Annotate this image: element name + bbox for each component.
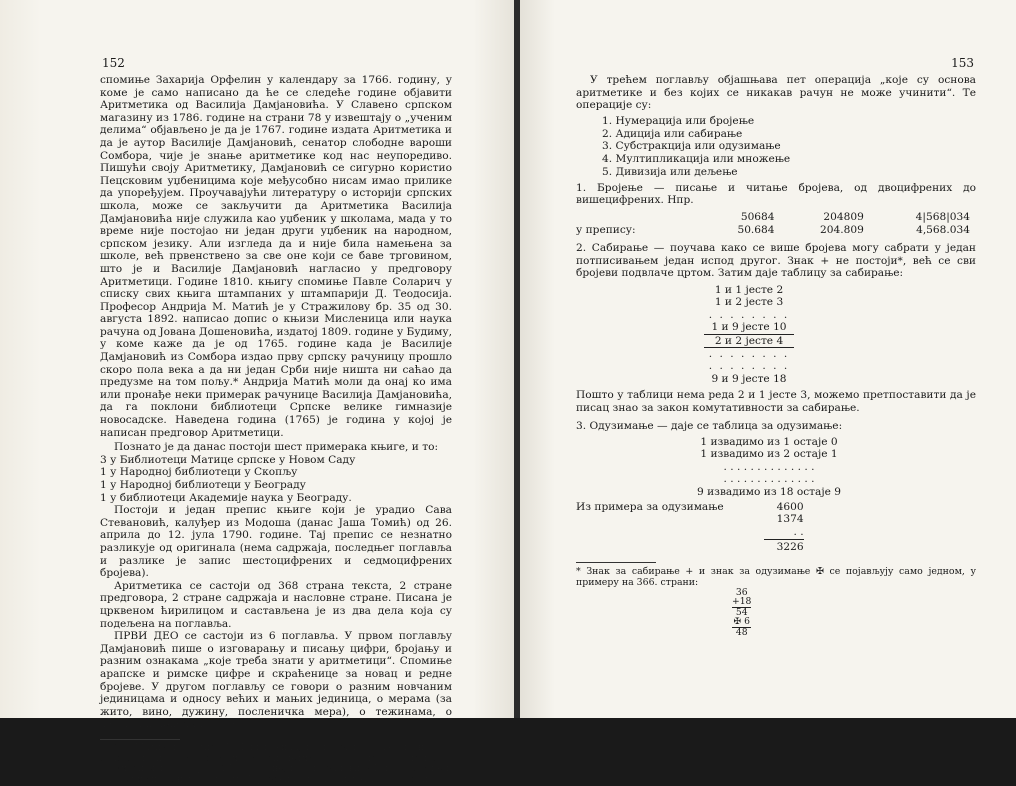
- table-row: . . . . . . . .: [708, 308, 790, 321]
- paragraph: 2. Сабирање — поучава како се више бројева могу сабрати у један потписивањем један испод другог. Знак + не постоји*, већ се сви бројеви подвлаче цртом. Затим даје таблицу за сабирање:: [576, 242, 976, 280]
- example-column: [764, 501, 804, 554]
- list-item: 1. Нумерација или бројење: [602, 114, 755, 127]
- table-cell: 50684: [740, 210, 775, 223]
- table-row: [576, 224, 976, 237]
- table-cell: 4|568|034: [915, 210, 970, 223]
- paragraph: У трећем поглављу објашњава пет операција „које су основа аритметике и без којих се никакав рачун не може учинити“. Те операције су:: [576, 74, 976, 112]
- example-value: . .: [793, 525, 804, 538]
- table-row: . . . . . . . .: [708, 347, 790, 360]
- paragraph: ПРВИ ДЕО се састоји из 6 поглавља. У првом поглављу Дамјановић пише о изговарању и писању цифри, бројању и разним ознакама „које треба знати у аритметици“. Спомиње арапске и римске цифре и скраћенице за новац и редне бројеве. У другом поглављу се говори о разним новчаним јединицама и односу већих и мањих јединица, о мерама (за жито, вино, дужину, посленичка мера), о тежинама, о хартији и подели године.: [100, 630, 452, 731]
- list-item: 1 у Народној библиотеци у Скопљу: [100, 466, 298, 479]
- table-row: 1 и 9 јесте 10: [704, 321, 794, 334]
- table-cell: у препису:: [576, 223, 636, 236]
- operations-list: [602, 115, 976, 179]
- paragraph: Аритметика се састоји од 368 страна текста, 2 стране предговора, 2 стране садржаја и насловне стране. Писана је црквеном ћирилицом и састављена је из два дела која су подељена на поглавља.: [100, 579, 452, 630]
- copies-list: [100, 454, 452, 504]
- addition-table: [704, 284, 794, 385]
- list-item: 5. Дивизија или дељење: [602, 165, 738, 178]
- footnote-example: [576, 588, 976, 638]
- example-value: 3226: [776, 541, 804, 554]
- list-item: 3. Субстракција или одузимање: [602, 140, 781, 153]
- footnote-value: +18: [732, 596, 752, 608]
- footnote-value: 36: [735, 586, 748, 598]
- example-value: 1374: [776, 513, 804, 526]
- table-row: 2 и 2 јесте 4: [704, 335, 794, 348]
- footnote-row: [576, 566, 976, 588]
- table-row: 1 и 1 јесте 2: [714, 283, 784, 296]
- table-cell: 4,568.034: [916, 223, 970, 236]
- table-row: 1 извадимо из 2 остаје 1: [700, 448, 838, 461]
- paragraph: 3. Одузимање — даје се таблица за одузимање:: [576, 420, 843, 433]
- numeration-example-table: [576, 211, 976, 236]
- footnote-rule: [576, 562, 656, 563]
- right-text-block: [576, 74, 976, 638]
- table-row: . . . . . . . .: [708, 360, 790, 373]
- paragraph: 1. Бројење — писање и читање бројева, од двоцифрених до вишецифрених. Нпр.: [576, 181, 976, 207]
- list-item: 1 у библиотеци Академије наука у Београду.: [100, 491, 352, 504]
- paragraph: Пошто у таблици нема реда 2 и 1 јесте 3, можемо претпоставити да је писац знао за закон комутативности за сабирање.: [576, 389, 976, 414]
- right-footnote: [576, 562, 976, 638]
- table-cell: 204.809: [820, 223, 864, 236]
- example-value: 4600: [776, 500, 804, 513]
- paragraph: спомиње Захарија Орфелин у календару за 1766. годину, у коме је само написано да ће се следеће године објавити Аритметика од Василија Дамјановића. У Славено српском магазину из 1786. године на страни 78 у извештају о „ученим делима“ објављено је да је 1767. године издата Аритметика и да је аутор Василије Дамјановић, сенатор слободне вароши Сомбора, чије је знање аритметике код нас неупоредиво. Пишући своју Аритметику, Дамјановић се сигурно користио Пецсковим уџбеницима које међусобно нисам имао прилике да упоређујем. Проучавајући литературу о историји српских школа, може се закључити да Аритметика Василија Дамјановића није служила као уџбеник у школама, мада у то време није постојао ни један други уџбеник на народном, српском језику. Али изгледа да и није била намењена за школе, већ првенствено за све оне који се баве трговином, што је и Василије Дамјановић нагласио у предговору Аритметици. Године 1810. књигу спомиње Павле Соларич у списку свих књига штампаних у штампарији Д. Теодосија. Професор Андрија М. Матић је у Стражилову бр. 35 од 30. августа 1892. написао допис о књизи Мисленица или наука рачуна од Јована Дошеновића, издатој 1809. године у Будиму, у коме каже да је од 1765. године када је Василије Дамјановић из Сомбора издао прву српску рачуницу прошло скоро пола века а да ни један Срби није ништа ни саћао да предузме на том пољу.* Андрија Матић моли да онај ко има или пронађе неки примерак рачунице Василија Дамјановића, да га поклони библиотеци Српске велике гимназије новосадске. Наведена година (1765) је година у којој је написан предговор Аритметици.: [100, 74, 452, 439]
- list-item: 3 у Библиотеци Матице српске у Новом Саду: [100, 453, 356, 466]
- paragraph: Познато је да данас постоји шест примерака књиге, и то:: [114, 441, 439, 454]
- table-row: . . . . . . . . . . . . . .: [723, 473, 815, 486]
- table-row: 9 извадимо из 18 остаје 9: [697, 485, 841, 498]
- page-number-left: 152: [102, 56, 125, 70]
- footnote: * Знак за сабирање + и знак за одузимање ✠ се појављују само једном, у примеру на 366. страни:: [576, 565, 976, 588]
- example-label: Из примера за одузимање: [576, 500, 724, 513]
- footnote-value: ✠ 6: [733, 616, 750, 628]
- table-row: [576, 211, 976, 224]
- footnote-value: 54: [732, 607, 751, 618]
- table-row: 9 и 9 јесте 18: [711, 372, 787, 385]
- example-rule: [764, 539, 804, 540]
- footnote: * А Матић ту цитира Ј. Дошеновића, који, изгледа, као и он, није знао за књигу Руководствије к аритметики, коју је превео Атанасије Димитријевич Секереш 1777. године, као ни за књигу Руководствије к науке числителној од Аврама Мразовића, која је издата 1794. године.: [100, 741, 452, 786]
- footnote-value: 48: [732, 627, 751, 638]
- subtraction-table: [694, 436, 844, 498]
- table-row: 1 извадимо из 1 остаје 0: [700, 435, 838, 448]
- table-cell: 204809: [823, 210, 864, 223]
- table-row: 1 и 2 јесте 3: [714, 296, 784, 309]
- page-number-right: 153: [951, 56, 974, 70]
- left-text-block: [100, 74, 452, 786]
- footnote-rule: [100, 739, 180, 740]
- list-item: 2. Адиција или сабирање: [602, 127, 743, 140]
- footnote-column: [732, 588, 751, 638]
- list-item: 1 у Народној библиотеци у Београду: [100, 479, 306, 491]
- list-item: 4. Мултипликација или множење: [602, 153, 791, 166]
- right-page: [520, 0, 1016, 718]
- table-cell: [576, 211, 702, 224]
- paragraph: Постоји и један препис књиге који је урадио Сава Стевановић, калуђер из Модоша (данас Јаша Томић) од 26. априла до 12. јула 1790. године. Тај препис се незнатно разликује од оригинала (нема садржаја, последњег поглавља и разлике је запис шестоцифрених и седмоцифрених бројева).: [100, 504, 452, 580]
- subtraction-example: [576, 501, 976, 554]
- table-row: . . . . . . . . . . . . . .: [723, 460, 815, 473]
- table-cell: 50.684: [737, 223, 775, 236]
